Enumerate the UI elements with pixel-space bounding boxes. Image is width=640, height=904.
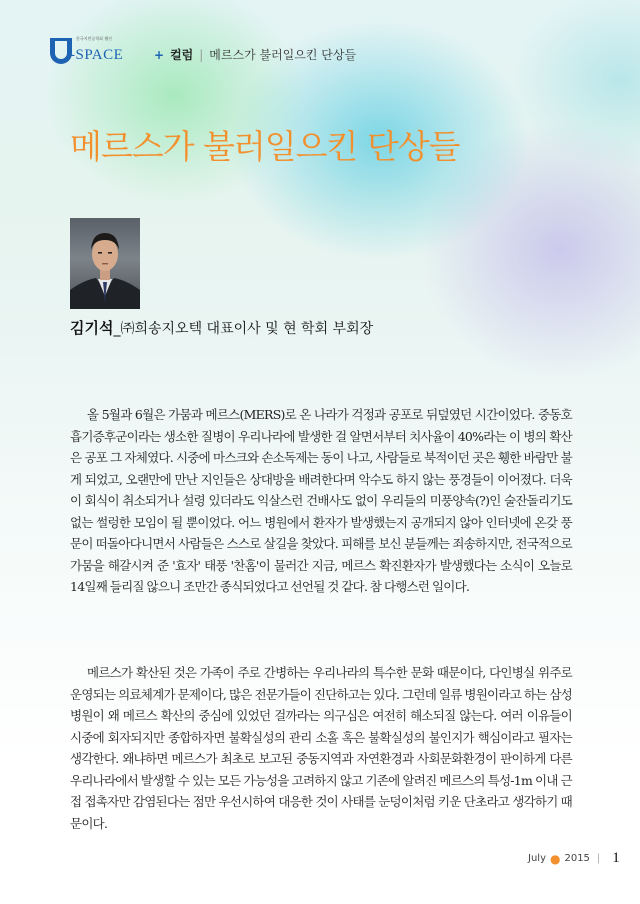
- breadcrumb-title: 메르스가 불러일으킨 단상들: [209, 48, 357, 62]
- header: [48, 32, 356, 66]
- body-paragraph-2: 메르스가 확산된 것은 가족이 주로 간병하는 우리나라의 특수한 문화 때문이다, 다인병실 위주로 운영되는 의료체계가 문제이다, 많은 전문가들이 진단하고는 있다. 그런데 일류 병원이라고 하는 삼성병원이 왜 메르스 확산의 중심에 있었던 걸까라는 의구심은 여전히 해소되질 않는다. 여러 이유들이 시중에 회자되지만 종합하자면 불확실성의 관리 소홀 혹은 불확실성의 불인지가 핵심이라고 필자는 생각한다. 왜냐하면 메르스가 최초로 보고된 중동지역과 자연환경과 사회문화환경이 판이하게 다른 우리나라에서 발생할 수 있는 모든 가능성을 고려하지 않고 기존에 알려진 메르스의 특성-1m 이내 근접 접촉자만 감염된다는 점만 우선시하여 대응한 것이 사태를 눈덩이처럼 키운 단초라고 생각하기 때문이다.: [70, 665, 572, 831]
- author-name: 김기석: [70, 319, 114, 337]
- footer-month: July: [528, 853, 546, 864]
- footer-separator: |: [596, 853, 601, 864]
- breadcrumb-separator: |: [199, 47, 204, 62]
- logo-u-mark: [50, 40, 72, 64]
- author-photo: [70, 218, 140, 309]
- page-title: 메르스가 불러일으킨 단상들: [70, 127, 460, 166]
- author-byline: [70, 317, 373, 338]
- page-footer: [528, 850, 620, 867]
- page-number: 1: [612, 850, 620, 866]
- logo-brand-text: -SPACE: [70, 47, 124, 63]
- plus-icon: +: [154, 47, 165, 62]
- author-affiliation: _㈜희송지오텍 대표이사 및 현 학회 부회장: [113, 321, 374, 337]
- logo-tagline: 한국지반공학회 웹진: [76, 36, 113, 41]
- breadcrumb-section[interactable]: 컬럼: [170, 48, 194, 62]
- breadcrumb: [154, 46, 356, 66]
- footer-dot-icon: ●: [549, 851, 561, 866]
- body-paragraph-1: 올 5월과 6월은 가뭄과 메르스(MERS)로 온 나라가 걱정과 공포로 뒤덮였던 시간이었다. 중동호흡기증후군이라는 생소한 질병이 우리나라에 발생한 걸 알면서부터 치사율이 40%라는 이 병의 확산은 공포 그 자체였다. 시중에 마스크와 손소독제는 동이 나고, 사람들로 북적이던 곳은 휑한 바람만 불게 되었고, 오랜만에 만난 지인들은 상대방을 배려한다며 악수도 하지 않는 풍경들이 이어졌다. 더욱이 회식이 취소되거나 설령 있더라도 익살스런 건배사도 없이 우리들의 미풍양속(?)인 술잔돌리기도 없는 썰렁한 모임이 될 뿐이었다. 어느 병원에서 환자가 발생했는지 공개되지 않아 인터넷에 온갖 풍문이 떠돌아다니면서 사람들은 스스로 살길을 찾았다. 피해를 보신 분들께는 죄송하지만, 전국적으로 가뭄을 해갈시켜 준 '효자' 태풍 '찬홈'이 물러간 지금, 메르스 확진환자가 발생했다는 소식이 오늘로 14일째 들리질 않으니 조만간 종식되었다고 선언될 것 같다. 참 다행스런 일이다.: [70, 407, 572, 594]
- footer-year: 2015: [564, 853, 590, 864]
- u-space-logo[interactable]: [48, 36, 144, 66]
